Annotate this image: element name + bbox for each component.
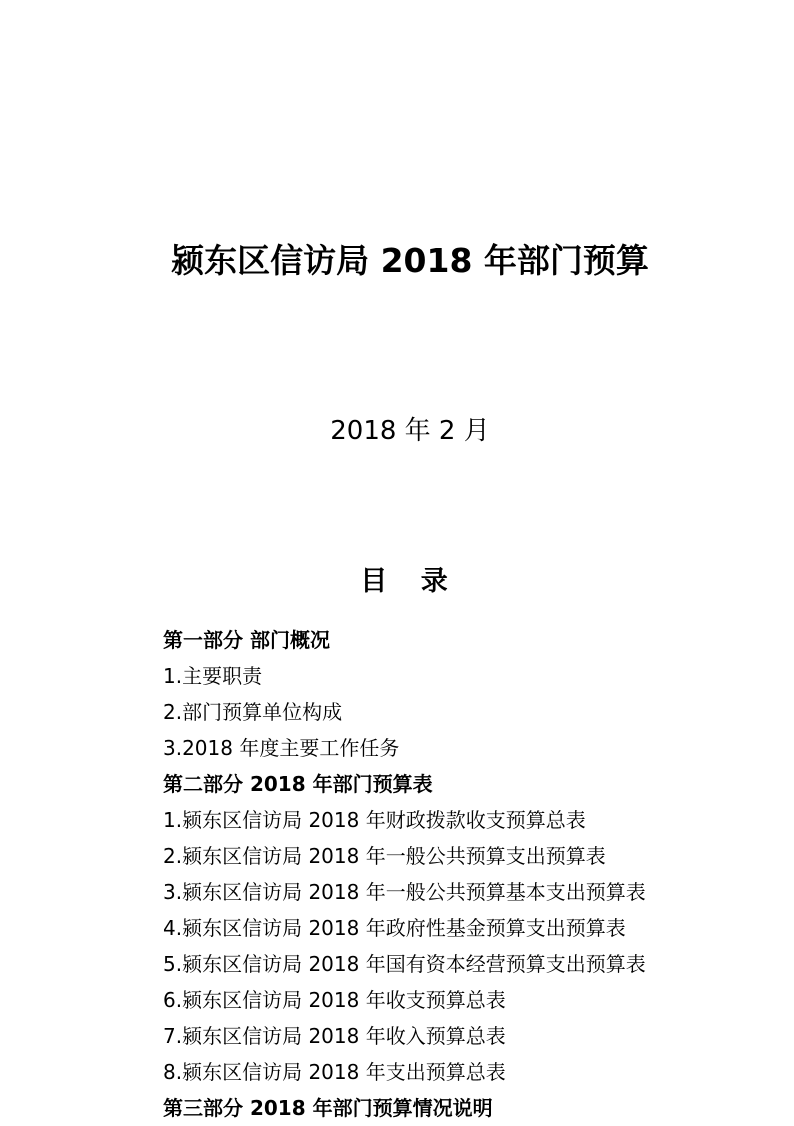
toc-item: 5.颍东区信访局 2018 年国有资本经营预算支出预算表 <box>163 952 646 976</box>
toc-part-3: 第三部分 2018 年部门预算情况说明 <box>163 1096 493 1120</box>
toc-item: 1.主要职责 <box>163 664 263 688</box>
toc-item: 8.颍东区信访局 2018 年支出预算总表 <box>163 1060 506 1084</box>
toc-item: 4.颍东区信访局 2018 年政府性基金预算支出预算表 <box>163 916 626 940</box>
toc-item: 3.2018 年度主要工作任务 <box>163 736 400 760</box>
toc-part-1: 第一部分 部门概况 <box>163 628 330 652</box>
toc-item: 6.颍东区信访局 2018 年收支预算总表 <box>163 988 506 1012</box>
toc-item: 7.颍东区信访局 2018 年收入预算总表 <box>163 1024 506 1048</box>
document-date: 2018 年 2 月 <box>330 416 490 446</box>
toc-item: 2.部门预算单位构成 <box>163 700 343 724</box>
toc-heading: 目 录 <box>360 566 460 597</box>
toc-item: 3.颍东区信访局 2018 年一般公共预算基本支出预算表 <box>163 880 646 904</box>
toc-part-2: 第二部分 2018 年部门预算表 <box>163 772 433 796</box>
toc-item: 2.颍东区信访局 2018 年一般公共预算支出预算表 <box>163 844 606 868</box>
document-title: 颍东区信访局 2018 年部门预算 <box>171 241 649 280</box>
table-of-contents <box>163 622 783 1126</box>
toc-item: 1.颍东区信访局 2018 年财政拨款收支预算总表 <box>163 808 586 832</box>
